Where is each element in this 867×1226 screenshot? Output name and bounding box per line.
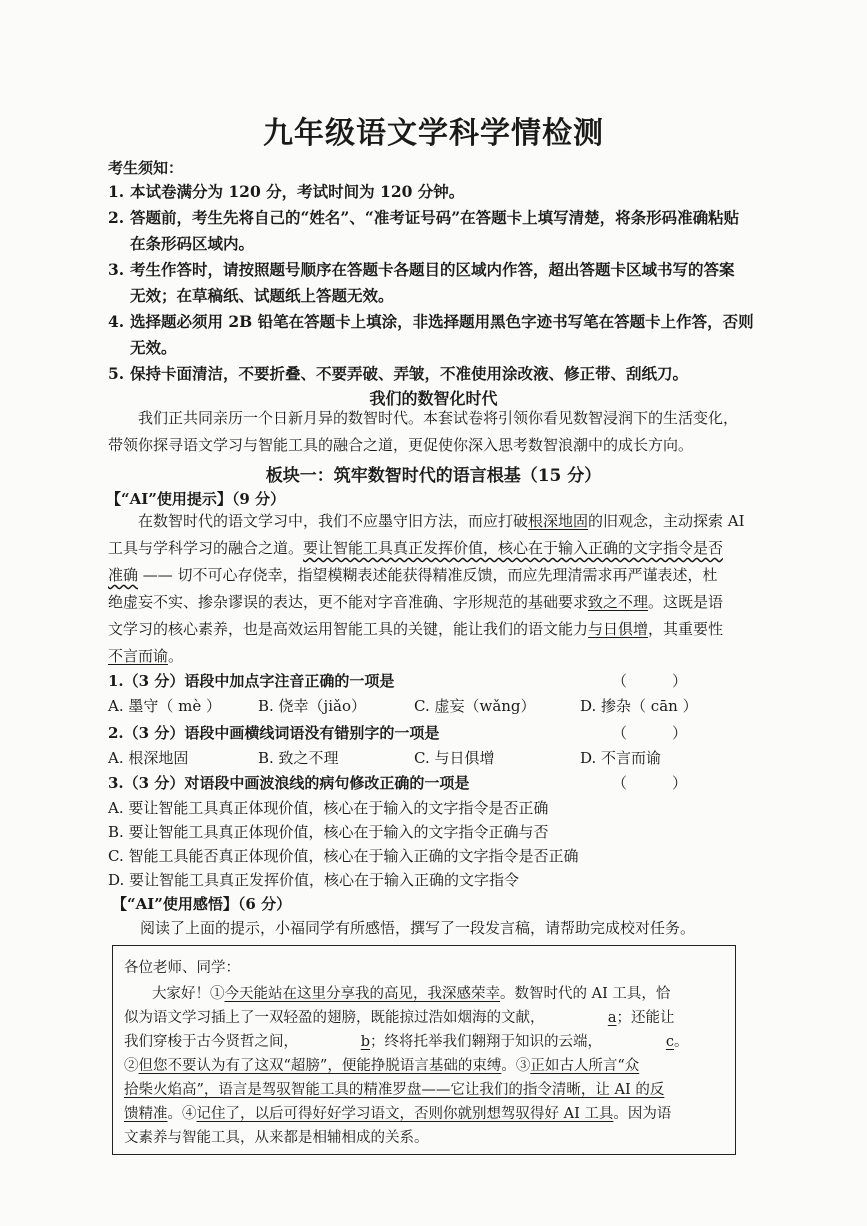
q1-answer-paren[interactable]: （ ） <box>612 672 688 690</box>
q2-option-c[interactable]: C. 与日俱增 <box>414 749 495 767</box>
part2-intro: 阅读了上面的提示，小福同学有所感悟，撰写了一段发言稿，请帮助完成校对任务。 <box>140 919 696 937</box>
section-title: 板块一：筑牢数智时代的语言根基（15 分） <box>265 466 602 486</box>
blank-b[interactable]: b <box>360 1034 370 1050</box>
speech-line-1: 大家好！①今天能站在这里分享我的高见，我深感荣幸。数智时代的 AI 工具，恰 <box>152 986 671 1002</box>
notice-heading: 考生须知： <box>108 159 184 177</box>
passage-line-3: 准确 —— 切不可心存侥幸，指望模糊表述能获得精准反馈，而应先理清需求再严谨表述，杜 <box>108 566 718 584</box>
speech-greeting: 各位老师、同学： <box>124 960 240 976</box>
notice-item-3: 3. 考生作答时，请按照题号顺序在答题卡各题目的区域内作答，超出答题卡区域书写的答案 <box>108 260 735 279</box>
q2-answer-paren[interactable]: （ ） <box>612 724 688 742</box>
intro-line-2: 带领你探寻语文学习与智能工具的融合之道，更促使你深入思考数智浪潮中的成长方向。 <box>108 436 694 454</box>
q2-option-b[interactable]: B. 致之不理 <box>258 749 339 767</box>
speech-line-3: 我们穿梭于古今贤哲之间， b；终将托举我们翱翔于知识的云端， c。 <box>124 1034 689 1050</box>
passage-line-1: 在数智时代的语文学习中，我们不应墨守旧方法，而应打破根深地固的旧观念，主动探索 AI <box>138 512 745 530</box>
blank-a[interactable]: a <box>607 1010 617 1026</box>
q3-stem: 3.（3 分）对语段中画波浪线的病句修改正确的一项是 <box>108 774 470 792</box>
passage-line-4: 绝虚妄不实、掺杂谬误的表达，更不能对字音准确、字形规范的基础要求致之不理。这既是语 <box>108 593 724 611</box>
q3-option-b[interactable]: B. 要让智能工具真正体现价值，核心在于输入的文字指令正确与否 <box>108 823 549 841</box>
passage-line-6: 不言而谕。 <box>108 647 184 665</box>
blank-c[interactable]: c <box>665 1034 674 1050</box>
notice-item-1: 1. 本试卷满分为 120 分，考试时间为 120 分钟。 <box>108 182 465 201</box>
passage-line-2: 工具与学科学习的融合之道。要让智能工具真正发挥价值，核心在于输入正确的文字指令是否 <box>108 539 724 557</box>
speech-line-4: ②但您不要认为有了这双“超膀”，便能挣脱语言基础的束缚。③正如古人所言“众 <box>124 1058 640 1074</box>
speech-line-5: 拾柴火焰高”，语言是驾驭智能工具的精准罗盘——它让我们的指令清晰，让 AI 的反 <box>124 1082 665 1098</box>
notice-item-3-cont: 无效；在草稿纸、试题纸上答题无效。 <box>130 286 394 305</box>
part2-heading: 【“AI”使用感悟】（6 分） <box>112 895 292 913</box>
q1-option-d[interactable]: D. 掺杂（ cān ） <box>580 697 698 715</box>
q1-option-b[interactable]: B. 侥幸（jiǎo） <box>258 697 366 715</box>
intro-line-1: 我们正共同亲历一个日新月异的数智时代。本套试卷将引领你看见数智浸润下的生活变化， <box>138 409 739 427</box>
page-title: 九年级语文学科学情检测 <box>263 116 604 151</box>
speech-line-2: 似为语文学习插上了一双轻盈的翅膀，既能掠过浩如烟海的文献， a；还能让 <box>124 1010 675 1026</box>
speech-line-7: 文素养与智能工具，从来都是相辅相成的关系。 <box>124 1130 429 1146</box>
q2-stem: 2.（3 分）语段中画横线词语没有错别字的一项是 <box>108 724 440 742</box>
q3-option-a[interactable]: A. 要让智能工具真正体现价值，核心在于输入的文字指令是否正确 <box>108 799 549 817</box>
q2-option-a[interactable]: A. 根深地固 <box>108 749 189 767</box>
passage-line-5: 文学习的核心素养，也是高效运用智能工具的关键，能让我们的语文能力与日俱增，其重要性 <box>108 620 724 638</box>
q3-answer-paren[interactable]: （ ） <box>612 774 688 792</box>
speech-line-6: 馈精准。④记住了，以后可得好好学习语文，否则你就别想驾驭得好 AI 工具。因为语 <box>124 1106 672 1122</box>
q1-stem: 1.（3 分）语段中加点字注音正确的一项是 <box>108 672 395 690</box>
q1-option-c[interactable]: C. 虚妄（wǎng） <box>414 697 536 715</box>
notice-item-5: 5. 保持卡面清洁，不要折叠、不要弄破、弄皱，不准使用涂改液、修正带、刮纸刀。 <box>108 364 689 383</box>
notice-item-2: 2. 答题前，考生先将自己的“姓名”、“准考证号码”在答题卡上填写清楚，将条形码准确粘贴 <box>108 208 740 227</box>
q3-option-d[interactable]: D. 要让智能工具真正发挥价值，核心在于输入正确的文字指令 <box>108 871 520 889</box>
part1-heading: 【“AI”使用提示】（9 分） <box>106 490 286 508</box>
q2-option-d[interactable]: D. 不言而谕 <box>580 749 662 767</box>
q1-option-a[interactable]: A. 墨守（ mè ） <box>108 697 222 715</box>
intro-title: 我们的数智化时代 <box>369 389 498 408</box>
notice-item-2-cont: 在条形码区域内。 <box>130 234 255 253</box>
notice-item-4-cont: 无效。 <box>130 338 177 357</box>
notice-item-4: 4. 选择题必须用 2B 铅笔在答题卡上填涂，非选择题用黑色字迹书写笔在答题卡上作答，否则 <box>108 312 754 331</box>
q3-option-c[interactable]: C. 智能工具能否真正体现价值，核心在于输入正确的文字指令是否正确 <box>108 847 579 865</box>
